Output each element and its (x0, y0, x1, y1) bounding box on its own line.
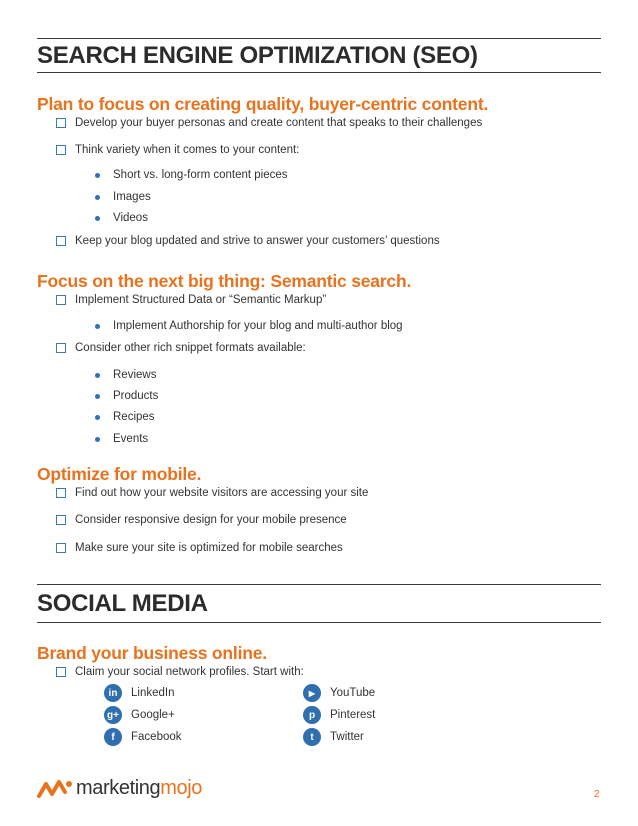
seo-subheading-content: Plan to focus on creating quality, buyer-centric content. (37, 94, 489, 114)
seo-subheading-mobile: Optimize for mobile. (37, 464, 202, 484)
checkbox-icon[interactable] (56, 295, 66, 305)
social-network-youtube[interactable] (303, 684, 375, 702)
checklist-item (56, 117, 482, 129)
youtube-icon: ▶ (303, 684, 321, 702)
checklist-item-label: Keep your blog updated and strive to answer your customers’ questions (75, 235, 440, 247)
checkbox-icon[interactable] (56, 543, 66, 553)
social-section-title: SOCIAL MEDIA (37, 590, 208, 617)
checklist-item (56, 235, 440, 247)
bullet-icon (95, 394, 100, 399)
social-network-label: Pinterest (330, 709, 376, 721)
bullet-item (95, 390, 158, 402)
facebook-icon: f (104, 728, 122, 746)
checklist-item-label: Develop your buyer personas and create content that speaks to their challenges (75, 117, 483, 129)
checkbox-icon[interactable] (56, 343, 66, 353)
checklist-item (56, 542, 343, 554)
twitter-icon: t (303, 728, 321, 746)
bullet-label: Images (113, 191, 151, 203)
checklist-item-label: Find out how your website visitors are accessing your site (75, 487, 369, 499)
bullet-icon (95, 415, 100, 420)
bullet-icon (95, 324, 100, 329)
bullet-item (95, 320, 403, 332)
linkedin-icon: in (104, 684, 122, 702)
checkbox-icon[interactable] (56, 236, 66, 246)
bullet-icon (95, 216, 100, 221)
social-top-rule (37, 584, 601, 585)
social-subheading-brand: Brand your business online. (37, 643, 267, 663)
social-network-facebook[interactable] (104, 728, 182, 746)
checkbox-icon[interactable] (56, 145, 66, 155)
social-network-twitter[interactable] (303, 728, 364, 746)
bullet-item (95, 212, 148, 224)
bullet-label: Reviews (113, 369, 157, 381)
logo-mojo-text: mojo (160, 776, 202, 799)
bullet-label: Products (113, 390, 159, 402)
bullet-label: Implement Authorship for your blog and multi-author blog (113, 320, 403, 332)
top-rule (37, 38, 601, 39)
bullet-item (95, 411, 155, 423)
checklist-item-label: Implement Structured Data or “Semantic Markup” (75, 294, 327, 306)
seo-section-title: SEARCH ENGINE OPTIMIZATION (SEO) (37, 42, 478, 69)
checklist-item (56, 294, 326, 306)
bullet-label: Recipes (113, 411, 155, 423)
checkbox-icon[interactable] (56, 515, 66, 525)
bullet-item (95, 433, 148, 445)
logo-marketing-text: marketing (76, 776, 161, 799)
checklist-item (56, 487, 368, 499)
bullet-label: Videos (113, 212, 148, 224)
checkbox-icon[interactable] (56, 118, 66, 128)
checklist-item (56, 144, 299, 156)
checklist-item (56, 342, 306, 354)
page-number: 2 (594, 789, 600, 800)
social-title-underline (37, 622, 601, 623)
social-network-label: Facebook (131, 731, 182, 743)
social-network-label: YouTube (330, 687, 376, 699)
bullet-icon (95, 173, 100, 178)
checklist-item-label: Think variety when it comes to your content: (75, 144, 300, 156)
social-network-pinterest[interactable] (303, 706, 375, 724)
social-network-google-plus[interactable] (104, 706, 175, 724)
bullet-item (95, 169, 288, 181)
social-network-label: LinkedIn (131, 687, 175, 699)
bullet-icon (95, 373, 100, 378)
checkbox-icon[interactable] (56, 667, 66, 677)
seo-title-underline (37, 72, 601, 73)
checklist-item-label: Consider other rich snippet formats available: (75, 342, 306, 354)
logo-mark-icon (37, 776, 73, 800)
bullet-icon (95, 195, 100, 200)
google-plus-icon: g+ (104, 706, 122, 724)
checklist-item (56, 666, 304, 678)
bullet-icon (95, 437, 100, 442)
pinterest-icon: p (303, 706, 321, 724)
seo-subheading-semantic: Focus on the next big thing: Semantic search. (37, 271, 412, 291)
checklist-item (56, 514, 347, 526)
checkbox-icon[interactable] (56, 488, 66, 498)
bullet-label: Short vs. long-form content pieces (113, 169, 288, 181)
social-network-linkedin[interactable] (104, 684, 174, 702)
checklist-item-label: Claim your social network profiles. Start with: (75, 666, 304, 678)
bullet-item (95, 369, 156, 381)
bullet-label: Events (113, 433, 149, 445)
marketingmojo-logo (37, 776, 202, 800)
bullet-item (95, 191, 151, 203)
social-network-label: Google+ (131, 709, 175, 721)
checklist-item-label: Make sure your site is optimized for mobile searches (75, 542, 343, 554)
checklist-item-label: Consider responsive design for your mobile presence (75, 514, 347, 526)
social-network-label: Twitter (330, 731, 364, 743)
